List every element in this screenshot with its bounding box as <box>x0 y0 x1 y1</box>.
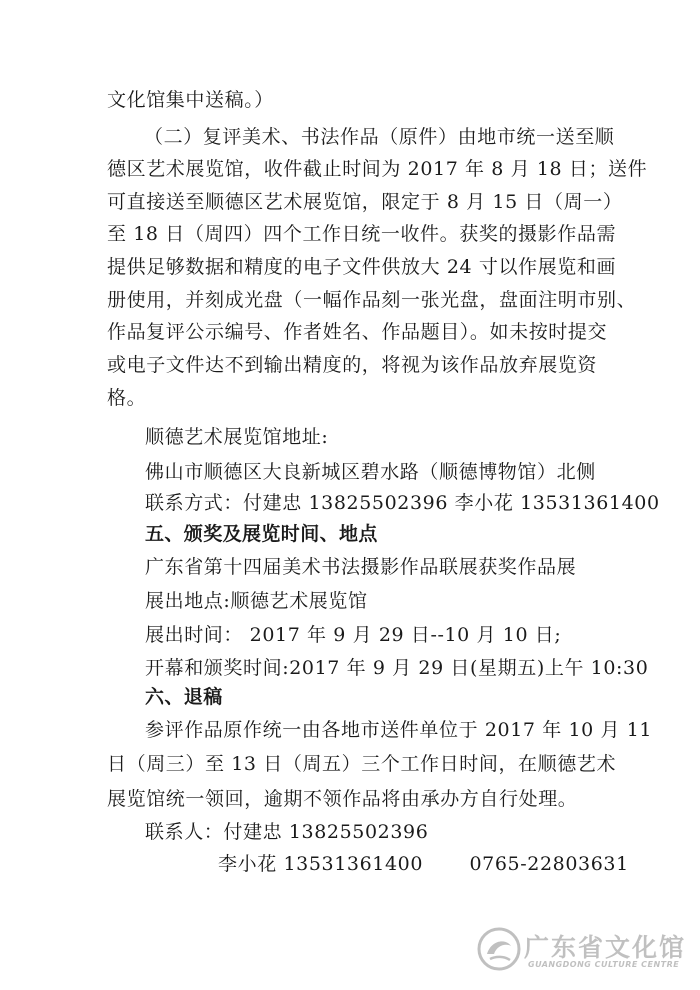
section6-contact-2: 李小花 13531361400 0765-22803631 <box>218 853 629 875</box>
review-line-5: 提供足够数据和精度的电子文件供放大 24 寸以作展览和画 <box>107 256 617 278</box>
watermark-name-cn: 广东省文化馆 <box>524 933 687 962</box>
review-line-4: 至 18 日（周四）四个工作日统一收件。获奖的摄影作品需 <box>107 223 617 245</box>
venue-contact: 联系方式：付建忠 13825502396 李小花 13531361400 <box>145 492 660 514</box>
review-line-9: 格。 <box>107 387 147 409</box>
review-line-3: 可直接送至顺德区艺术展览馆，限定于 8 月 15 日（周一） <box>107 191 623 213</box>
review-line-2: 德区艺术展览馆，收件截止时间为 2017 年 8 月 18 日；送件 <box>107 158 648 180</box>
section5-line-2: 展出地点:顺德艺术展览馆 <box>145 590 368 612</box>
venue-address: 佛山市顺德区大良新城区碧水路（顺德博物馆）北侧 <box>145 461 596 483</box>
intro-tail-line: 文化馆集中送稿。） <box>107 89 274 111</box>
venue-address-label: 顺德艺术展览馆地址: <box>145 426 329 448</box>
section6-line-1: 参评作品原作统一由各地市送件单位于 2017 年 10 月 11 <box>145 719 653 741</box>
watermark-name-en: GUANGDONG CULTURE CENTRE <box>528 960 680 969</box>
section5-line-4: 开幕和颁奖时间:2017 年 9 月 29 日(星期五)上午 10:30 <box>145 657 649 679</box>
review-line-6: 册使用，并刻成光盘（一幅作品刻一张光盘，盘面注明市别、 <box>107 289 637 311</box>
culture-centre-logo-icon <box>476 926 522 972</box>
section6-line-2: 日（周三）至 13 日（周五）三个工作日时间，在顺德艺术 <box>107 753 617 775</box>
review-line-1: （二）复评美术、书法作品（原件）由地市统一送至顺 <box>144 126 615 148</box>
review-line-7: 作品复评公示编号、作者姓名、作品题目）。如未按时提交 <box>107 321 608 343</box>
culture-centre-watermark <box>476 922 686 980</box>
section6-contact-1: 联系人：付建忠 13825502396 <box>145 821 429 843</box>
review-line-8: 或电子文件达不到输出精度的，将视为该作品放弃展览资 <box>107 354 598 376</box>
section5-line-1: 广东省第十四届美术书法摄影作品联展获奖作品展 <box>145 556 577 578</box>
section6-heading: 六、退稿 <box>145 686 223 708</box>
section5-heading: 五、颁奖及展览时间、地点 <box>145 523 378 545</box>
section5-line-3: 展出时间： 2017 年 9 月 29 日--10 月 10 日; <box>145 624 562 646</box>
section6-line-3: 展览馆统一领回，逾期不领作品将由承办方自行处理。 <box>107 788 578 810</box>
